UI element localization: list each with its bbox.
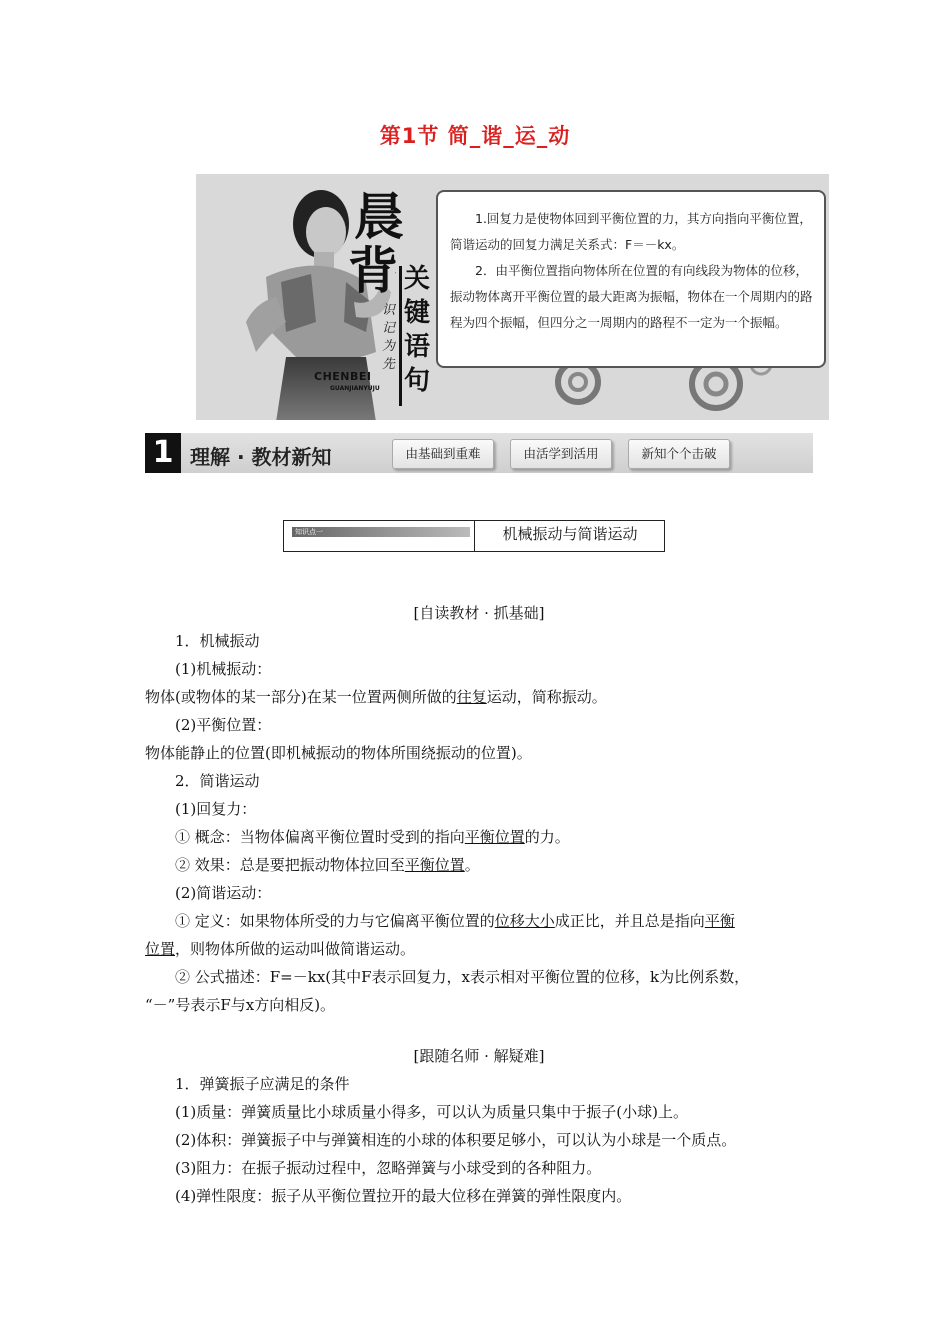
banner-char-2: 背 [348,242,398,300]
text: 运动，简称振动。 [486,688,607,706]
part2-line: (1)质量：弹簧质量比小球质量小得多，可以认为质量只集中于振子(小球)上。 [175,1103,688,1121]
part2-heading: [跟随名师 · 解疑难] [413,1047,545,1065]
part1-line: (1)机械振动： [175,660,272,678]
text: 的力。 [524,828,570,846]
knowledge-point-tag-cell [284,521,475,551]
part1-line: “－”号表示F与x方向相反)。 [145,996,336,1014]
underlined-answer: 位移大小 [494,912,555,930]
section-header-bar [145,433,813,473]
break-through-button[interactable]: 新知个个击破 [628,439,730,469]
underlined-answer: 往复 [456,688,487,706]
part1-line [145,824,813,850]
part2-line: (3)阻力：在振子振动过程中，忽略弹簧与小球受到的各种阻力。 [175,1159,602,1177]
section-number: 1 [145,433,181,473]
banner-side-char-2: 键 [404,298,431,328]
banner-side-char-1: 关 [404,264,431,294]
banner-side-char-4: 句 [404,366,431,396]
knowledge-point-box [283,520,665,552]
basic-to-hard-button[interactable]: 由基础到重难 [392,439,494,469]
part2-line: 1．弹簧振子应满足的条件 [175,1075,350,1093]
text: 成正比，并且总是指向 [554,912,705,930]
section-title: 理解 · 教材新知 [190,445,332,469]
part1-line: 物体能静止的位置(即机械振动的物体所围绕振动的位置)。 [145,744,532,762]
part2-line: (2)体积：弹簧振子中与弹簧相连的小球的体积要足够小，可以认为小球是一个质点。 [175,1131,737,1149]
key-sentence-1: 1.回复力是使物体回到平衡位置的力，其方向指向平衡位置，简谐运动的回复力满足关系式：F＝－kx。 [450,211,812,252]
text: ，则物体所做的运动叫做简谐运动。 [175,940,416,958]
part1-line: ② 公式描述：F=－kx(其中F表示回复力，x表示相对平衡位置的位移，k为比例系数， [175,968,750,986]
underlined-answer: 平衡 [704,912,735,930]
part1-line: (1)回复力： [175,800,257,818]
underlined-answer: 平衡位置 [464,828,525,846]
part1-line: (2)平衡位置： [175,716,272,734]
page-title: 第1节 简_谐_运_动 [379,124,571,148]
knowledge-point-title: 机械振动与简谐运动 [502,525,638,543]
banner-brand-sub: GUANJIANYUJU [330,385,380,392]
text: ② 效果：总是要把振动物体拉回至 [175,856,405,874]
banner-side-char-3: 语 [404,332,431,362]
part1-heading: [自读教材 · 抓基础] [413,604,545,622]
learn-to-apply-button[interactable]: 由活学到活用 [510,439,612,469]
part1-line: 1．机械振动 [175,632,260,650]
banner-brand: CHENBEI [314,370,372,383]
text: ① 概念：当物体偏离平衡位置时受到的指向 [175,828,465,846]
key-sentences-box [436,190,826,368]
banner-small-vertical-text: 识记为先 [382,303,396,372]
banner-divider [399,266,402,406]
part1-line: (2)简谐运动： [175,884,272,902]
underlined-answer: 平衡位置 [404,856,465,874]
part1-line [145,908,813,934]
part1-line [145,852,813,878]
banner-char-1: 晨 [354,188,404,246]
part1-line [145,936,813,962]
text: 。 [464,856,480,874]
underlined-answer: 位置 [145,940,176,958]
part1-line: 2．简谐运动 [175,772,260,790]
part1-line [145,684,813,710]
knowledge-point-tag: 知识点一 [292,527,470,537]
part2-line: (4)弹性限度：振子从平衡位置拉开的最大位移在弹簧的弹性限度内。 [175,1187,632,1205]
morning-recitation-banner [196,174,829,420]
key-sentence-2: 2．由平衡位置指向物体所在位置的有向线段为物体的位移，振动物体离开平衡位置的最大距离为振幅，物体在一个周期内的路程为四个振幅，但四分之一周期内的路程不一定为一个振幅。 [450,263,813,330]
text: ① 定义：如果物体所受的力与它偏离平衡位置的 [175,912,495,930]
text: 物体(或物体的某一部分)在某一位置两侧所做的 [145,688,457,706]
